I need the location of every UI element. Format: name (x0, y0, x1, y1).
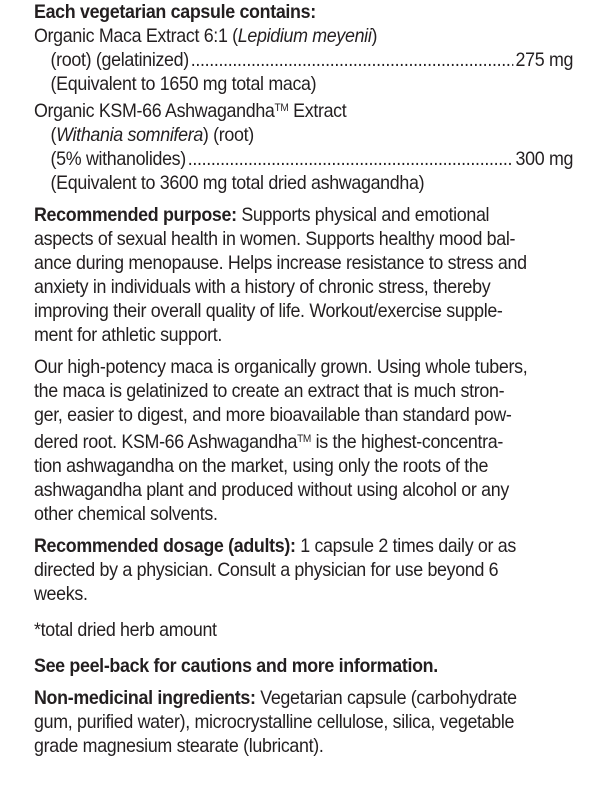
trademark: TM (274, 102, 289, 114)
latin-row: (Withania somnifera) (root) (50, 124, 254, 146)
peel-back-notice: See peel-back for cautions and more information. (34, 655, 438, 677)
equivalent-note: (Equivalent to 1650 mg total maca) (50, 73, 317, 95)
ingredient-ashwagandha (34, 96, 574, 195)
non-medicinal-section: Non-medicinal ingredients: Vegetarian capsule (carbohydrate gum, purified water), microcrystalline cellulose, silica, vegetable grade magnesium stearate (lubricant). (34, 687, 517, 757)
plant-part: (5% withanolides) (50, 148, 186, 170)
trademark: TM (297, 433, 312, 445)
purpose-section: Recommended purpose: Supports physical and emotional aspects of sexual health in women. Supports healthy mood bal- ance during menopause. Helps increase resistance to stress and anxiety in individuals with a history of chronic stress, thereby improving their overall quality of life. Workout/exercise supple- ment for athletic support. (34, 204, 527, 346)
dosage-label: Recommended dosage (adults): (34, 535, 296, 557)
footnote: *total dried herb amount (34, 619, 217, 641)
ingredient-name: Organic KSM-66 Ashwagandha™ Extract (34, 100, 347, 122)
latin-name: Withania somnifera (56, 124, 203, 146)
latin-name: Lepidium meyenii (237, 25, 372, 47)
description-section: Our high-potency maca is organically grown. Using whole tubers, the maca is gelatinized to create an extract that is much stron- ger, easier to digest, and more bioavailable than standard pow- dered root. KSM-66 Ashwagandha™ is the highest-concentra- tion ashwagandha on the market, using only the roots of the ashwagandha plant and produced without using alcohol or any other chemical solvents. (34, 356, 528, 525)
dot-leader (188, 147, 514, 171)
ingredient-name: Organic Maca Extract 6:1 (Lepidium meyenii) (34, 25, 378, 47)
capsule-header: Each vegetarian capsule contains: (34, 1, 316, 23)
plant-part: (root) (gelatinized) (50, 49, 189, 71)
equivalent-note: (Equivalent to 3600 mg total dried ashwagandha) (50, 172, 425, 194)
ingredient-amount-row (34, 147, 573, 171)
purpose-label: Recommended purpose: (34, 204, 237, 226)
non-medicinal-label: Non-medicinal ingredients: (34, 687, 256, 709)
supplement-label (34, 0, 574, 758)
dosage-section: Recommended dosage (adults): 1 capsule 2 times daily or as directed by a physician. Consult a physician for use beyond 6 weeks. (34, 535, 516, 605)
amount: 275 mg (515, 49, 574, 71)
ingredient-maca (34, 24, 574, 96)
dot-leader (191, 48, 514, 72)
amount: 300 mg (515, 148, 574, 170)
ingredient-amount-row (34, 48, 573, 72)
